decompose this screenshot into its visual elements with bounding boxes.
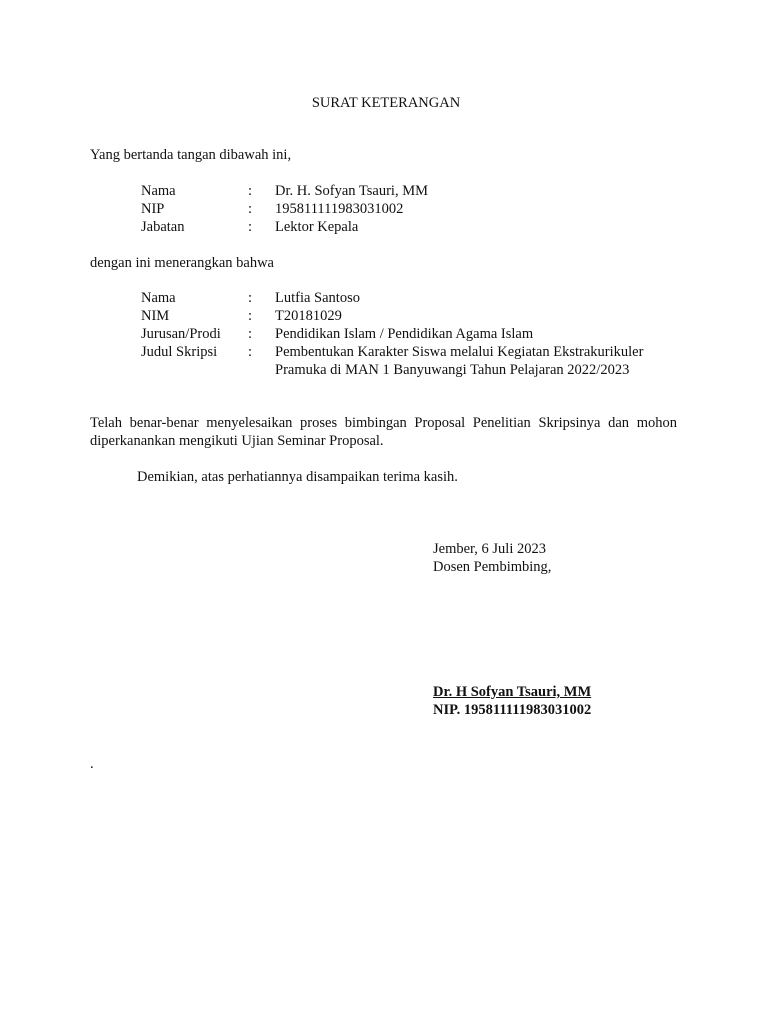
intro-text: Yang bertanda tangan dibawah ini, <box>90 147 292 163</box>
signer-role: Dosen Pembimbing, <box>433 559 552 575</box>
field-value: 195811111983031002 <box>275 201 404 217</box>
field-separator: : <box>248 344 253 360</box>
signer-nip: NIP. 195811111983031002 <box>433 702 592 718</box>
field-label: Judul Skripsi <box>141 344 218 360</box>
field-value: Pendidikan Islam / Pendidikan Agama Islam <box>275 326 534 342</box>
place-date: Jember, 6 Juli 2023 <box>433 541 546 557</box>
body-paragraph: Telah benar-benar menyelesaikan proses bimbingan Proposal Penelitian Skripsinya dan mohon diperkanankan mengikuti Ujian Seminar Proposal. <box>90 415 677 449</box>
signer-name: Dr. H Sofyan Tsauri, MM <box>433 684 592 700</box>
field-separator: : <box>248 290 253 306</box>
field-value: Lutfia Santoso <box>275 290 360 306</box>
field-separator: : <box>248 183 253 199</box>
field-label: Jabatan <box>141 219 185 235</box>
field-label: Nama <box>141 183 176 199</box>
field-label: NIP <box>141 201 165 217</box>
field-value-continued: Pramuka di MAN 1 Banyuwangi Tahun Pelajaran 2022/2023 <box>275 362 630 378</box>
field-value: Dr. H. Sofyan Tsauri, MM <box>275 183 428 199</box>
trailing-mark: . <box>90 756 94 772</box>
closing-text: Demikian, atas perhatiannya disampaikan terima kasih. <box>137 469 458 485</box>
field-value: T20181029 <box>275 308 342 324</box>
field-separator: : <box>248 308 253 324</box>
field-separator: : <box>248 219 253 235</box>
field-value: Pembentukan Karakter Siswa melalui Kegiatan Ekstrakurikuler <box>275 344 644 360</box>
field-label: Nama <box>141 290 176 306</box>
field-value: Lektor Kepala <box>275 219 359 235</box>
statement-text: dengan ini menerangkan bahwa <box>90 255 274 271</box>
document-title: SURAT KETERANGAN <box>311 95 461 111</box>
field-separator: : <box>248 326 253 342</box>
field-label: Jurusan/Prodi <box>141 326 221 342</box>
field-separator: : <box>248 201 253 217</box>
field-label: NIM <box>141 308 170 324</box>
